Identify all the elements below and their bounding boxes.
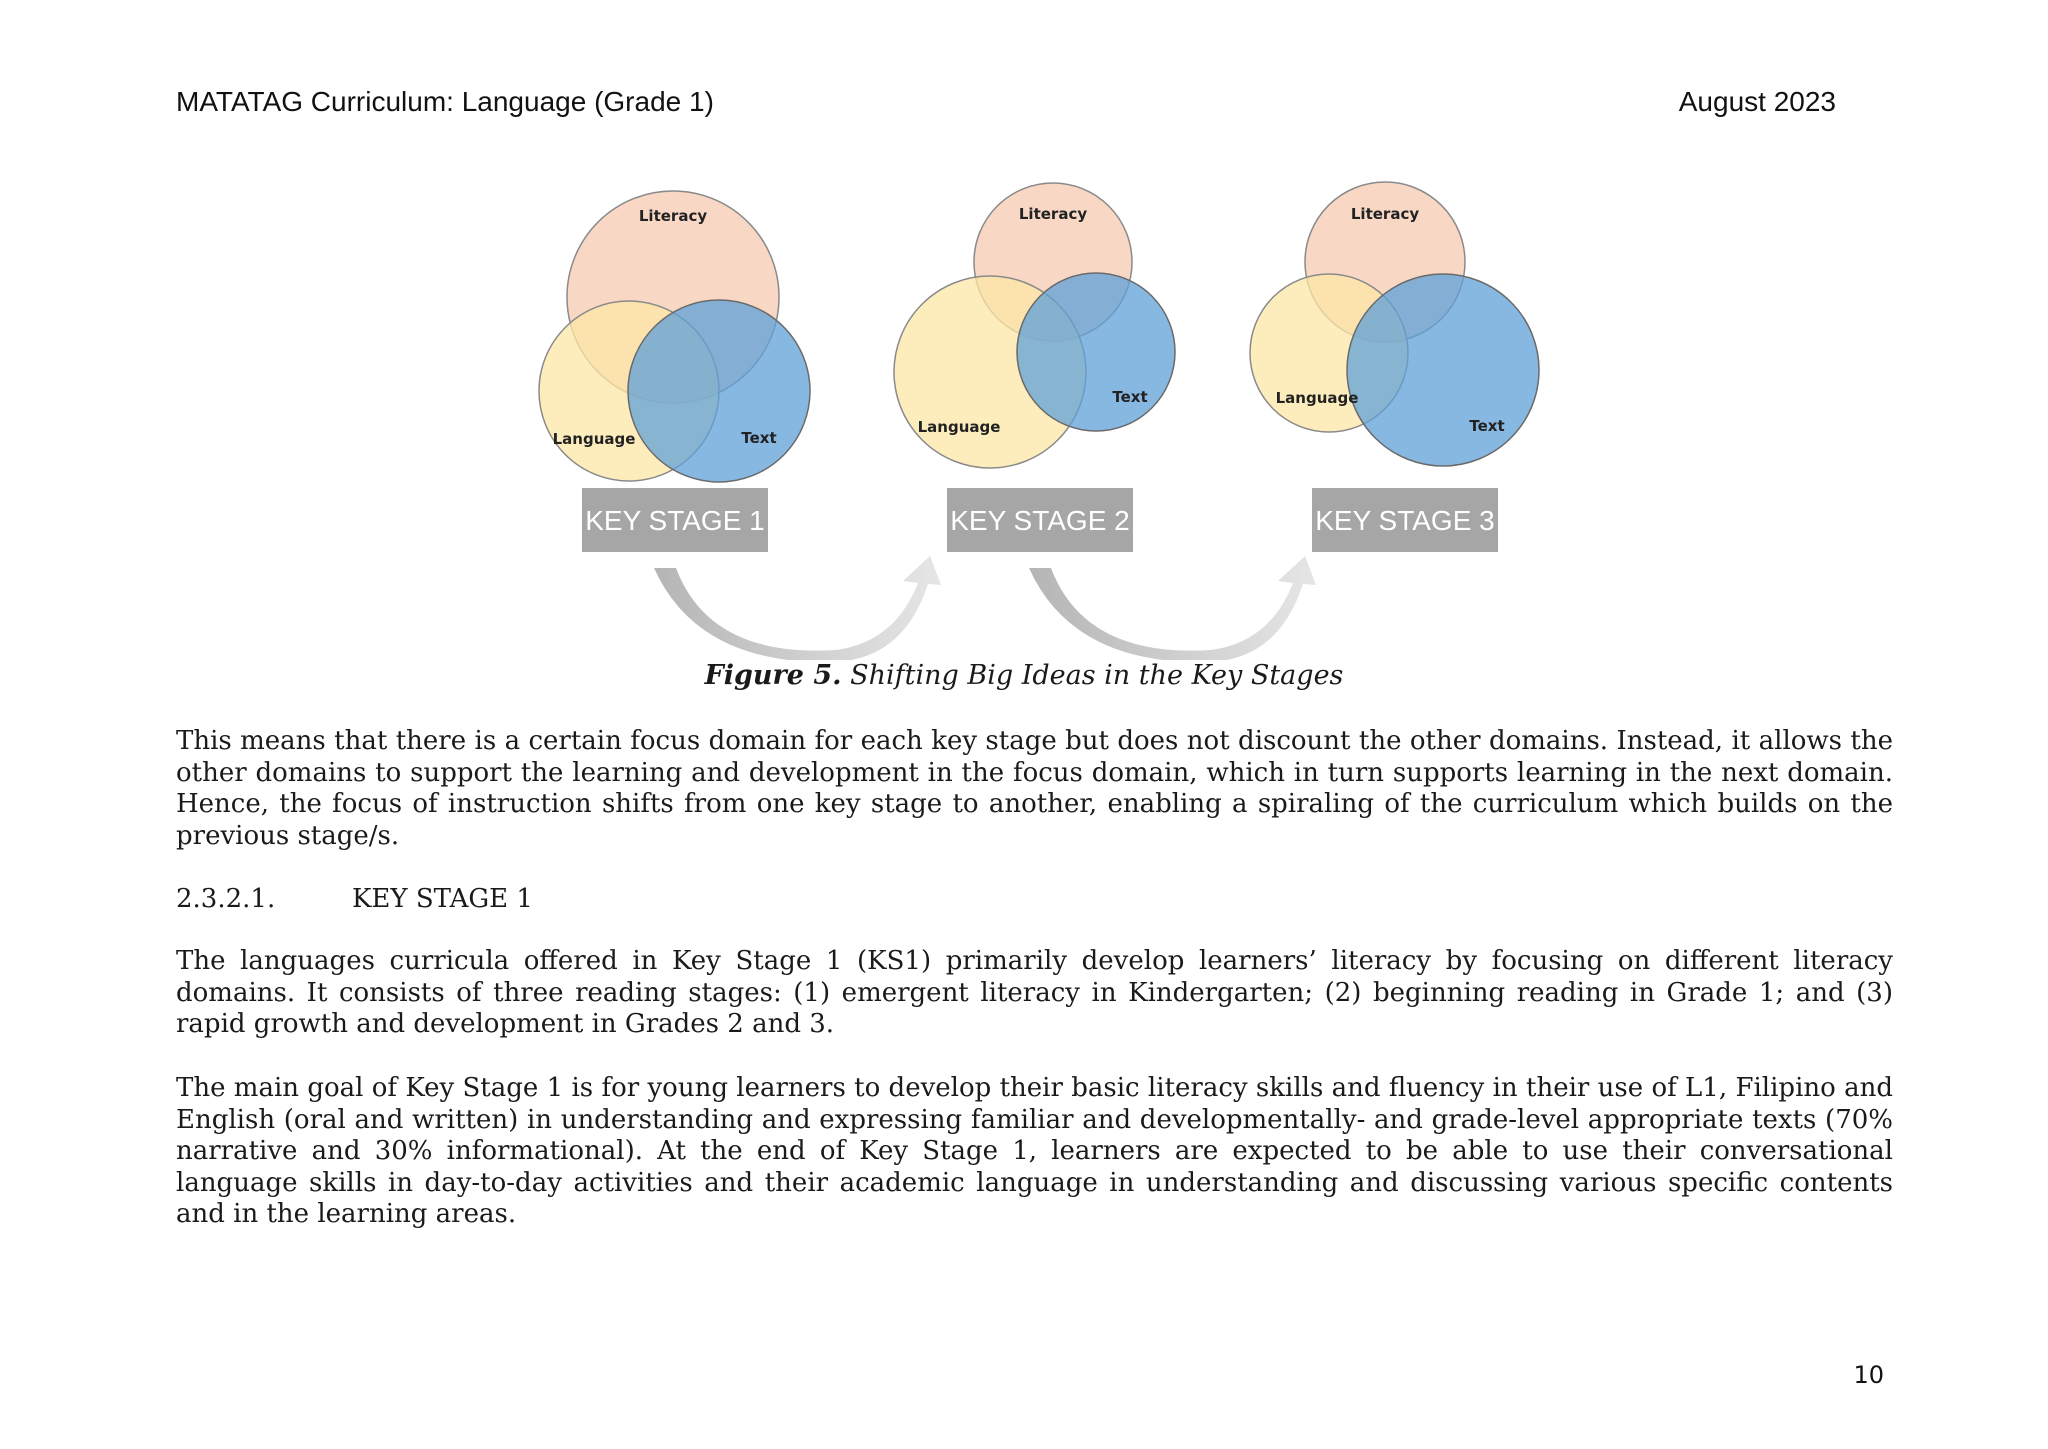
paragraph-focus-domain: This means that there is a certain focus domain for each key stage but does not discount the other domains. Instead, it allows the other domains to support the learning and development in the focus domain, which in turn supports learning in the next domain. Hence, the focus of instruction shifts from one key stage to another, enabling a spiraling of the curriculum which builds on the previous stage/s. [176,726,1893,851]
stage-box-2 [947,488,1133,552]
literacy-label-ks3: Literacy [1350,205,1420,223]
figure-caption-text: Shifting Big Ideas in the Key Stages [850,660,1344,691]
page-number: 10 [1853,1361,1884,1389]
key-stages-diagram [520,180,1560,660]
text-circle-ks1 [628,300,810,482]
language-label-ks1: Language [552,430,636,448]
text-label-ks3: Text [1469,417,1505,435]
stage-label-2: KEY STAGE 2 [950,505,1130,536]
text-circle-ks2 [1017,273,1175,431]
venn-key-stage-3 [1250,182,1539,466]
text-label-ks1: Text [741,429,777,447]
literacy-label-ks2: Literacy [1018,205,1088,223]
language-label-ks3: Language [1275,389,1359,407]
text-circle-ks3 [1347,274,1539,466]
arrow-ks1-to-ks2 [654,556,941,660]
document-title: MATATAG Curriculum: Language (Grade 1) [176,86,714,117]
figure-number: Figure 5. [704,660,842,691]
stage-box-1 [582,488,768,552]
document-date: August 2023 [1678,86,1836,117]
venn-key-stage-2 [894,183,1175,468]
stage-box-3 [1312,488,1498,552]
venn-key-stage-1 [539,191,810,482]
text-label-ks2: Text [1112,388,1148,406]
paragraph-ks1-curricula: The languages curricula offered in Key Stage 1 (KS1) primarily develop learners’ literacy by focusing on different literacy domains. It consists of three reading stages: (1) emergent literacy in Kindergarten; (2) beginning reading in Grade 1; and (3) rapid growth and development in Grades 2 and 3. [176,946,1893,1039]
section-title: KEY STAGE 1 [352,884,533,914]
stage-label-1: KEY STAGE 1 [585,505,765,536]
language-label-ks2: Language [917,418,1001,436]
stage-label-3: KEY STAGE 3 [1315,505,1495,536]
paragraph-ks1-goal: The main goal of Key Stage 1 is for young learners to develop their basic literacy skills and fluency in their use of L1, Filipino and English (oral and written) in understanding and expressing familiar and developmentally- and grade-level appropriate texts (70% narrative and 30% informational). At the end of Key Stage 1, learners are expected to be able to use their conversational language skills in day-to-day activities and their academic language in understanding and discussing various specific contents and in the learning areas. [176,1073,1893,1229]
section-number: 2.3.2.1. [176,884,276,914]
key-stages-figure [520,180,1560,660]
section-heading [176,884,533,914]
arrow-ks2-to-ks3 [1029,556,1316,660]
figure-caption [0,660,2048,691]
literacy-label-ks1: Literacy [638,207,708,225]
